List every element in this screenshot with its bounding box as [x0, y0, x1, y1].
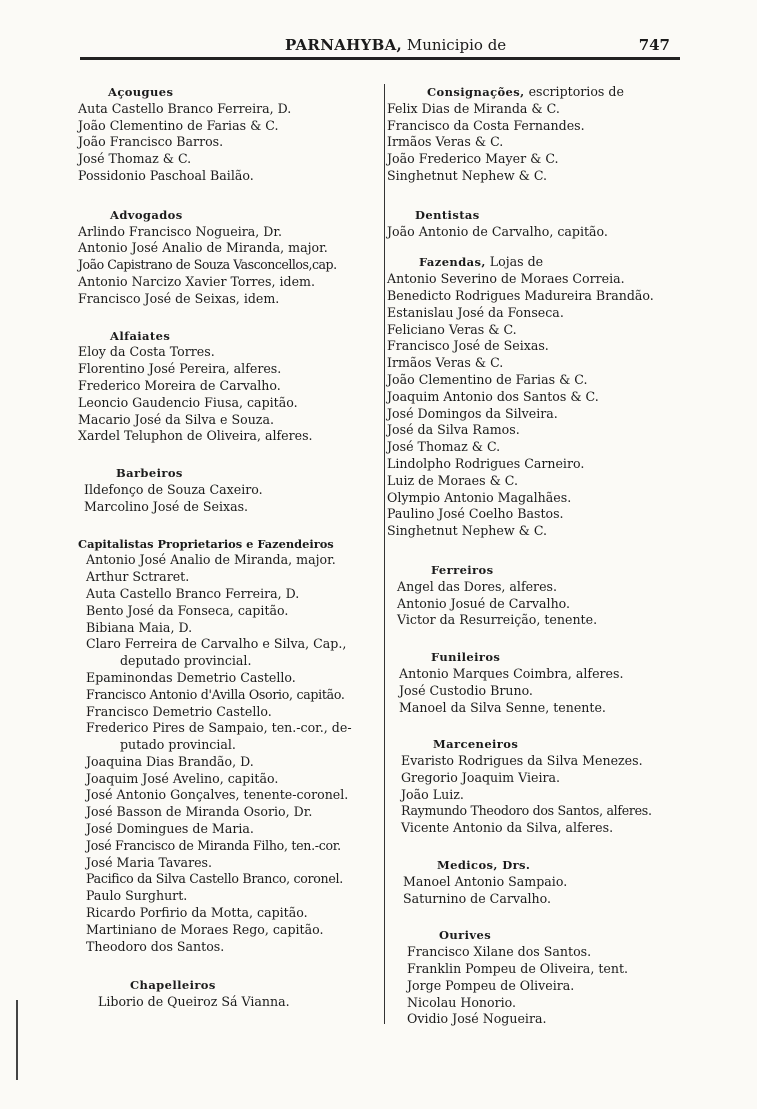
section-heading: Consignações, escriptorios de — [427, 84, 624, 99]
list-item: Olympio Antonio Magalhães. — [387, 489, 572, 505]
list-item: putado provincial. — [120, 737, 236, 753]
list-item: João Francisco Barros. — [78, 134, 224, 150]
list-item: José Basson de Miranda Osorio, Dr. — [86, 804, 313, 820]
list-item: Antonio Josué de Carvalho. — [397, 595, 571, 611]
list-item: Possidonio Paschoal Bailão. — [78, 167, 254, 183]
list-item: Luiz de Moraes & C. — [387, 472, 518, 488]
list-item: Singhetnut Nephew & C. — [387, 523, 548, 539]
list-item: Victor da Resurreição, tenente. — [397, 612, 598, 628]
right-column — [387, 84, 687, 1028]
section-heading: Fazendas, Lojas de — [419, 254, 544, 270]
section-heading: Capitalistas Proprietarios e Fazendeiros — [78, 536, 334, 551]
list-item: Claro Ferreira de Carvalho e Silva, Cap., — [86, 636, 347, 652]
list-item: João Clementino de Farias & C. — [387, 371, 588, 387]
list-item: Bento José da Fonseca, capitão. — [86, 602, 289, 618]
list-item: Paulo Surghurt. — [86, 888, 188, 904]
section-heading: Ourives — [439, 928, 492, 943]
list-item: Arthur Sctraret. — [86, 569, 190, 585]
list-item: João Capistrano de Souza Vasconcellos,cap. — [78, 257, 337, 273]
list-item: João Clementino de Farias & C. — [78, 117, 279, 133]
list-item: João Antonio de Carvalho, capitão. — [387, 223, 608, 239]
list-item: Epaminondas Demetrio Castello. — [86, 669, 296, 685]
list-item: Joaquim Antonio dos Santos & C. — [387, 388, 599, 404]
list-item: José Thomaz & C. — [387, 439, 501, 455]
list-item: Singhetnut Nephew & C. — [387, 167, 548, 183]
list-item: Jorge Pompeu de Oliveira. — [407, 977, 575, 993]
list-item: deputado provincial. — [120, 653, 252, 669]
list-item: Francisco Xilane dos Santos. — [407, 944, 592, 960]
list-item: Arlindo Francisco Nogueira, Dr. — [78, 223, 283, 239]
header-rule — [80, 57, 680, 60]
list-item: Florentino José Pereira, alferes. — [78, 361, 282, 377]
list-item: Bibiana Maia, D. — [86, 619, 193, 635]
list-item: Theodoro dos Santos. — [86, 938, 225, 954]
section-heading: Marceneiros — [433, 737, 519, 752]
list-item: Ildefonço de Souza Caxeiro. — [84, 481, 263, 497]
list-item: Frederico Moreira de Carvalho. — [78, 377, 281, 393]
list-item: Raymundo Theodoro dos Santos, alferes. — [401, 803, 652, 819]
list-item: Manoel Antonio Sampaio. — [403, 873, 568, 889]
list-item: José Antonio Gonçalves, tenente-coronel. — [86, 787, 349, 803]
list-item: Marcolino José de Seixas. — [84, 498, 249, 514]
list-item: Felix Dias de Miranda & C. — [387, 100, 560, 116]
list-item: José Custodio Bruno. — [399, 682, 533, 698]
list-item: Paulino José Coelho Bastos. — [387, 506, 564, 522]
list-item: Antonio José Analio de Miranda, major. — [86, 552, 336, 568]
list-item: Macario José da Silva e Souza. — [78, 411, 274, 427]
list-item: Ovidio José Nogueira. — [407, 1011, 547, 1027]
list-item: Benedicto Rodrigues Madureira Brandão. — [387, 287, 654, 303]
list-item: Antonio José Analio de Miranda, major. — [78, 240, 328, 256]
section-heading: Alfaiates — [110, 328, 171, 343]
list-item: José Domingues de Maria. — [86, 821, 254, 837]
list-item: Francisco José de Seixas. — [387, 338, 549, 354]
list-item: Francisco Antonio d'Avilla Osorio, capitão. — [86, 686, 345, 702]
list-item: José da Silva Ramos. — [387, 422, 520, 438]
list-item: Antonio Narcizo Xavier Torres, idem. — [78, 273, 315, 289]
section-heading: Chapelleiros — [130, 978, 216, 993]
list-item: Gregorio Joaquim Vieira. — [401, 769, 561, 785]
list-item: Auta Castello Branco Ferreira, D. — [86, 585, 300, 601]
list-item: Estanislau José da Fonseca. — [387, 304, 564, 320]
list-item: Ricardo Porfirio da Motta, capitão. — [86, 905, 308, 921]
section-heading: Dentistas — [415, 207, 480, 222]
list-item: Auta Castello Branco Ferreira, D. — [78, 100, 292, 116]
list-item: Irmãos Veras & C. — [387, 355, 504, 371]
list-item: Angel das Dores, alferes. — [397, 578, 557, 594]
list-item: Evaristo Rodrigues da Silva Menezes. — [401, 753, 643, 769]
list-item: José Thomaz & C. — [78, 151, 192, 167]
list-item: João Luiz. — [401, 786, 464, 802]
section-heading: Ferreiros — [431, 562, 494, 577]
list-item: Martiniano de Moraes Rego, capitão. — [86, 921, 324, 937]
list-item: Saturnino de Carvalho. — [403, 890, 551, 906]
list-item: Nicolau Honorio. — [407, 994, 517, 1010]
section-heading: Funileiros — [431, 650, 501, 665]
list-item: José Maria Tavares. — [86, 854, 213, 870]
list-item: José Francisco de Miranda Filho, ten.-cor. — [86, 837, 341, 853]
list-item: Joaquina Dias Brandão, D. — [86, 753, 254, 769]
list-item: Lindolpho Rodrigues Carneiro. — [387, 455, 585, 471]
section-heading: Advogados — [110, 207, 183, 222]
list-item: Francisco José de Seixas, idem. — [78, 290, 280, 306]
list-item: Francisco da Costa Fernandes. — [387, 117, 585, 133]
section-heading: Barbeiros — [116, 466, 183, 481]
list-item: Franklin Pompeu de Oliveira, tent. — [407, 961, 629, 977]
list-item: Xardel Teluphon de Oliveira, alferes. — [78, 428, 313, 444]
list-item: Pacifico da Silva Castello Branco, coronel. — [86, 871, 343, 887]
list-item: Frederico Pires de Sampaio, ten.-cor., de- — [86, 720, 352, 736]
list-item: João Frederico Mayer & C. — [387, 151, 559, 167]
list-item: Eloy da Costa Torres. — [78, 344, 215, 360]
list-item: Manoel da Silva Senne, tenente. — [399, 699, 606, 715]
list-item: Antonio Severino de Moraes Correia. — [387, 271, 625, 287]
section-heading: Medicos, Drs. — [437, 858, 531, 873]
list-item: Feliciano Veras & C. — [387, 321, 517, 337]
list-item: Irmãos Veras & C. — [387, 134, 504, 150]
left-column — [78, 84, 388, 1011]
list-item: Vicente Antonio da Silva, alferes. — [401, 820, 614, 836]
list-item: Antonio Marques Coimbra, alferes. — [399, 665, 624, 681]
page-title: PARNAHYBA, Municipio de — [285, 36, 507, 54]
list-item: Francisco Demetrio Castello. — [86, 703, 272, 719]
page-number: 747 — [638, 36, 670, 54]
list-item: Liborio de Queiroz Sá Vianna. — [98, 994, 290, 1010]
section-heading: Açougues — [108, 85, 174, 99]
list-item: José Domingos da Silveira. — [387, 405, 558, 421]
list-item: Joaquim José Avelino, capitão. — [86, 770, 279, 786]
margin-mark — [16, 1000, 18, 1080]
list-item: Leoncio Gaudencio Fiusa, capitão. — [78, 394, 298, 410]
